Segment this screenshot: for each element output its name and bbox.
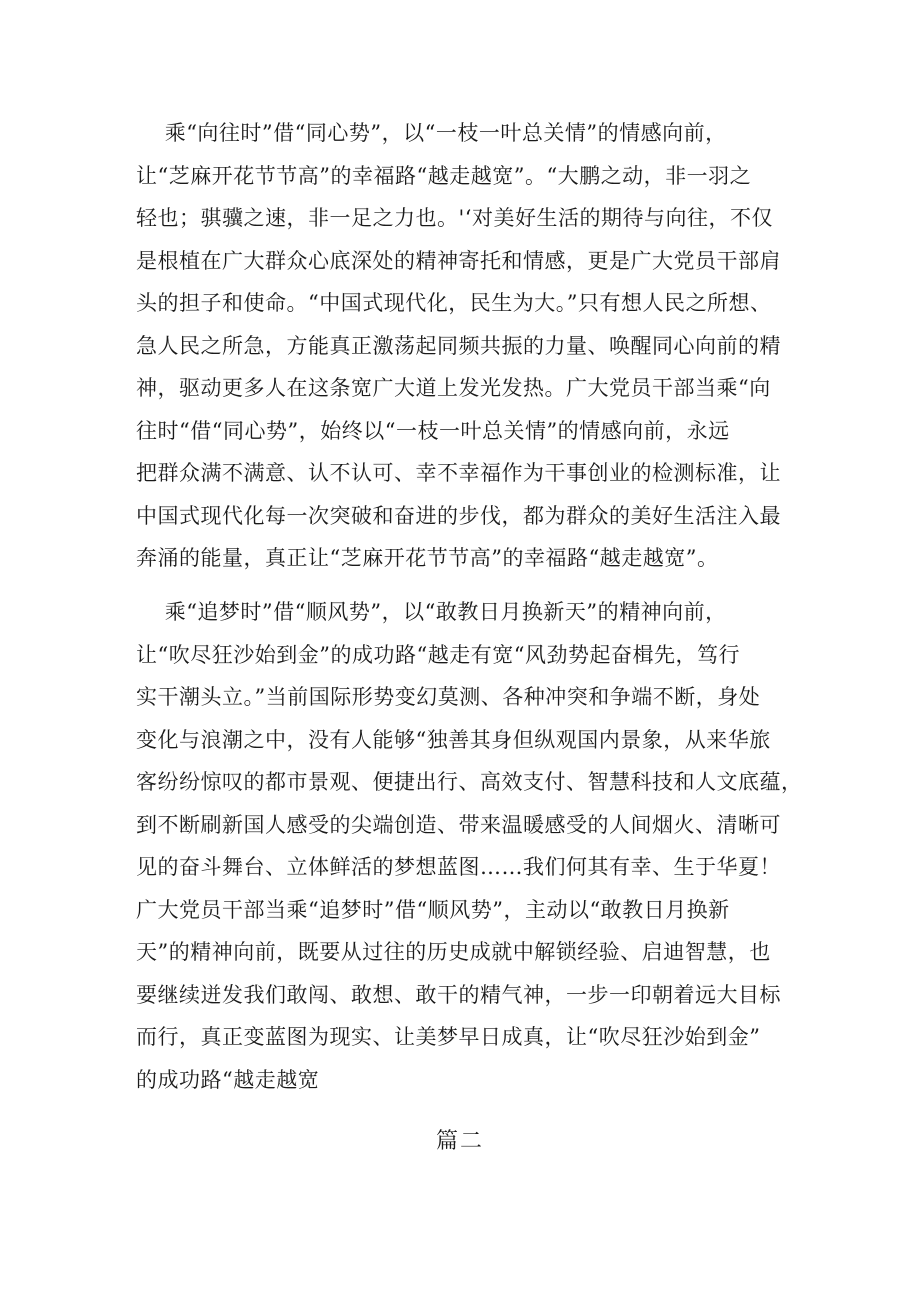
paragraph-line: 是根植在广大群众心底深处的精神寄托和情感，更是广大党员干部肩 xyxy=(136,248,781,273)
paragraph-line: 中国式现代化每一次突破和奋进的步伐，都为群众的美好生活注入最 xyxy=(136,503,781,528)
paragraph-line: 天”的精神向前，既要从过往的历史成就中解锁经验、启迪智慧，也 xyxy=(136,940,771,964)
paragraph-line: 让“吹尽狂沙始到金”的成功路“越走有宽“风劲势起奋楫先，笃行 xyxy=(136,642,740,667)
paragraph-line: 乘“追梦时”借“顺风势”，以“敢教日月换新天”的精神向前， xyxy=(136,600,727,624)
paragraph-line: 客纷纷惊叹的都市景观、便捷出行、高效支付、智慧科技和人文底蕴， xyxy=(136,770,803,794)
paragraph-line: 让“芝麻开花节节高”的幸福路“越走越宽”。“大鹏之动，非一羽之 xyxy=(136,163,752,188)
paragraph-2 xyxy=(136,591,803,1101)
paragraph-line: 乘“向往时”借“同心势”，以“一枝一叶总关情”的情感向前， xyxy=(136,121,727,145)
paragraph-line: 奔涌的能量，真正让“芝麻开花节节高”的幸福路“越走越宽”。 xyxy=(136,546,719,570)
paragraph-1 xyxy=(136,112,796,580)
paragraph-line: 的成功路“越走越宽 xyxy=(136,1067,320,1092)
paragraph-line: 急人民之所急，方能真正激荡起同频共振的力量、唤醒同心向前的精 xyxy=(136,333,781,358)
paragraph-line: 要继续迸发我们敢闯、敢想、敢干的精气神，一步一印朝着远大目标 xyxy=(136,982,781,1007)
paragraph-line: 把群众满不满意、认不认可、幸不幸福作为干事创业的检测标准，让 xyxy=(136,461,781,485)
paragraph-line: 头的担子和使命。“中国式现代化，民生为大。”只有想人民之所想、 xyxy=(136,291,772,315)
paragraph-line: 广大党员干部当乘“追梦时”借“顺风势”，主动以“敢教日月换新 xyxy=(136,897,730,922)
paragraph-line: 变化与浪潮之中，没有人能够“独善其身但纵观国内景象，从来华旅 xyxy=(136,727,771,752)
section-heading: 篇二 xyxy=(435,1129,484,1154)
paragraph-line: 实干潮头立。”当前国际形势变幻莫测、各种冲突和争端不断，身处 xyxy=(136,685,761,709)
paragraph-line: 而行，真正变蓝图为现实、让美梦早日成真，让“吹尽狂沙始到金” xyxy=(136,1025,761,1049)
paragraph-line: 见的奋斗舞台、立体鲜活的梦想蓝图……我们何其有幸、生于华夏！ xyxy=(136,855,781,879)
paragraph-line: 到不断刷新国人感受的尖端创造、带来温暖感受的人间烟火、清晰可 xyxy=(136,812,781,837)
paragraph-line: 轻也；骐骥之速，非一足之力也。'‘对美好生活的期待与向往，不仅 xyxy=(136,206,773,230)
paragraph-line: 往时“借“同心势”，始终以“一枝一叶总关情”的情感向前，永远 xyxy=(136,418,730,443)
paragraph-line: 神，驱动更多人在这条宽广大道上发光发热。广大党员干部当乘“向 xyxy=(136,376,771,400)
